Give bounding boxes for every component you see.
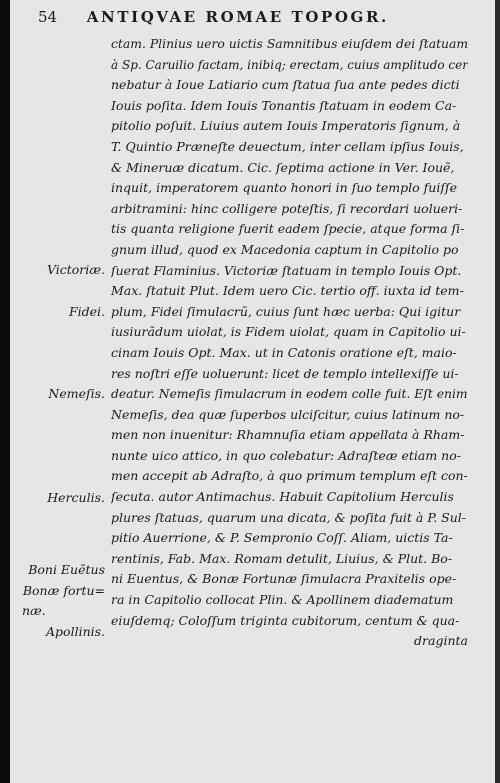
text-line: ſuerat Flaminius. Victoriæ ſtatuam in templo Iouis Opt. <box>111 262 462 278</box>
text-line: nunte uico attico, in quo colebatur: Adraſteæ etiam no- <box>111 447 461 463</box>
margin-note-bonae-fortunae-cont: næ. <box>22 603 46 618</box>
text-line: pitio Auerrione, & P. Sempronio Coſſ. Aliam, uictis Ta- <box>111 530 453 546</box>
text-line: draginta <box>414 633 468 649</box>
text-line: T. Quintio Præneſte deuectum, inter cellam ipſius Iouis, <box>111 138 464 154</box>
margin-note-bonae-fortunae: Bonæ fortu= <box>22 583 105 598</box>
text-line: rentinis, Fab. Max. Romam detulit, Liuius, & Plut. Bo- <box>111 550 453 566</box>
text-line: ſecuta. autor Antimachus. Habuit Capitolium Herculis <box>111 489 454 505</box>
margin-note-herculis: Herculis. <box>47 490 105 505</box>
text-line: Iouis poſita. Idem Iouis Tonantis ſtatuam in eodem Ca- <box>111 97 457 113</box>
text-line: men accepit ab Adraſto, à quo primum templum eſt con- <box>111 468 468 484</box>
margin-note-victoriae: Victoriæ. <box>46 262 105 277</box>
text-line: à Sp. Caruilio factam, inibiq; erectam, cuius amplitudo cer <box>111 56 468 72</box>
text-line: Nemeſis, dea quæ ſuperbos ulciſcitur, cuius latinum no- <box>111 406 465 422</box>
margin-note-apollinis: Apollinis. <box>46 624 105 639</box>
text-line: & Mineruæ dicatum. Cic. ſeptima actione in Ver. Iouẽ, <box>111 159 455 175</box>
text-line: plum, Fidei ſimulacrũ, cuius ſunt hæc uerba: Qui igitur <box>111 303 461 319</box>
text-line: deatur. Nemeſis ſimulacrum in eodem colle fuit. Eſt enim <box>111 386 468 402</box>
text-line: Max. ſtatuit Plut. Idem uero Cic. tertio off. iuxta id tem- <box>111 283 464 299</box>
text-line: inquit, imperatorem quanto honori in ſuo templo fuiſſe <box>111 180 457 196</box>
margin-note-nemesis: Nemeſis. <box>48 386 105 401</box>
text-line: res noſtri eſſe uoluerunt: licet de templo intellexiſſe ui- <box>111 365 459 381</box>
text-line: men non inuenitur: Rhamnuſia etiam appellata à Rham- <box>111 427 465 443</box>
text-line: ra in Capitolio collocat Plin. & Apollinem diadematum <box>111 592 454 608</box>
text-line: arbitramini: hinc colligere poteſtis, ſi recordari uolueri- <box>111 200 463 216</box>
main-text <box>111 34 468 652</box>
text-line: tis quanta religione fuerit eadem ſpecie, atque forma ſi- <box>111 221 465 237</box>
margin-note-boni-euentus: Boni Euẽtus <box>28 562 105 577</box>
text-line: eiuſdemq; Coloſſum triginta cubitorum, centum & qua- <box>111 612 460 628</box>
text-line: plures ſtatuas, quarum una dicata, & poſita fuit à P. Sul- <box>111 509 467 525</box>
text-line: gnum illud, quod ex Macedonia captum in Capitolio po <box>111 241 459 257</box>
text-line: ctam. Plinius uero uictis Samnitibus eiuſdem dei ſtatuam <box>111 36 468 51</box>
page-header <box>38 8 478 30</box>
text-line: nebatur à Ioue Latiario cum ſtatua ſua ante pedes dicti <box>111 77 460 93</box>
running-title: ANTIQVAE ROMAE TOPOGR. <box>86 8 389 26</box>
page-number: 54 <box>38 8 58 26</box>
text-line: iusiurãdum uiolat, is Fidem uiolat, quam in Capitolio ui- <box>111 324 466 340</box>
text-line: pitolio poſuit. Liuius autem Iouis Imperatoris ſignum, à <box>111 118 461 134</box>
text-line: ni Euentus, & Bonæ Fortunæ ſimulacra Praxitelis ope- <box>111 571 457 587</box>
text-line: cinam Iouis Opt. Max. ut in Catonis oratione eſt, maio- <box>111 344 457 360</box>
margin-note-fidei: Fidei. <box>68 304 105 319</box>
